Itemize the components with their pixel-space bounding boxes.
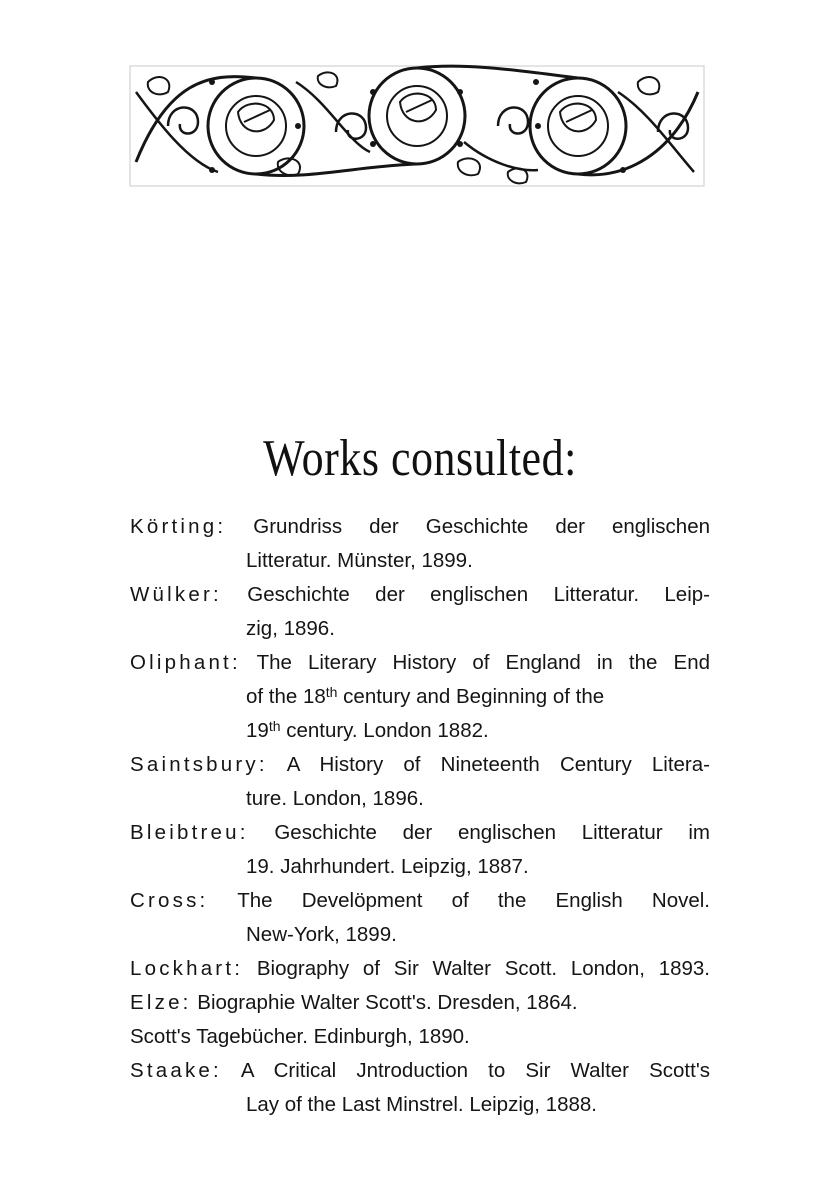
entry-author: Saintsbury: [130, 753, 268, 776]
entry-text: 19th century. London 1882. [246, 718, 489, 742]
entry-author: Körting: [130, 515, 227, 538]
entry-text: Litteratur. Münster, 1899. [246, 549, 473, 572]
entry-text: Biography of Sir Walter Scott. London, 1893. [256, 957, 710, 980]
entry-text: The Develöpment of the English Novel. [237, 889, 710, 912]
list-item [130, 884, 710, 952]
list-item [130, 578, 710, 646]
entry-text: zig, 1896. [246, 617, 335, 640]
entry-text: 19. Jahrhundert. Leipzig, 1887. [246, 855, 529, 878]
entry-author: Elze: [130, 991, 192, 1014]
list-item [130, 816, 710, 884]
entry-text: Scott's Tagebücher. Edinburgh, 1890. [130, 1025, 470, 1048]
entry-author: Lockhart: [130, 957, 244, 980]
entry-author: Staake: [130, 1059, 222, 1082]
entry-author: Cross: [130, 889, 209, 912]
entry-text: Geschichte der englischen Litteratur. Leip- [247, 583, 710, 606]
page-title: Works consulted: [263, 429, 577, 487]
entry-text: The Literary History of England in the End [256, 651, 711, 674]
entry-text: Geschichte der englischen Litteratur im [274, 821, 710, 844]
list-item [130, 1020, 710, 1054]
bibliography-list [130, 510, 710, 1122]
entry-author: Bleibtreu: [130, 821, 249, 844]
entry-text: ture. London, 1896. [246, 787, 424, 810]
entry-author: Oliphant: [130, 651, 241, 674]
entry-text: Lay of the Last Minstrel. Leipzig, 1888. [246, 1093, 597, 1116]
entry-text: Grundriss der Geschichte der englischen [253, 515, 710, 538]
entry-text: New-York, 1899. [246, 923, 397, 946]
entry-text: Biographie Walter Scott's. Dresden, 1864. [197, 991, 578, 1014]
list-item [130, 646, 710, 748]
entry-author: Wülker: [130, 583, 222, 606]
list-item [130, 510, 710, 578]
list-item [130, 1054, 710, 1122]
entry-text: of the 18th century and Beginning of the [246, 684, 605, 708]
list-item [130, 952, 710, 986]
entry-text: A History of Nineteenth Century Litera- [286, 753, 710, 776]
floral-ornament-icon [128, 62, 706, 190]
list-item [130, 748, 710, 816]
list-item [130, 986, 710, 1020]
entry-text: A Critical Jntroduction to Sir Walter Scott's [240, 1059, 710, 1082]
